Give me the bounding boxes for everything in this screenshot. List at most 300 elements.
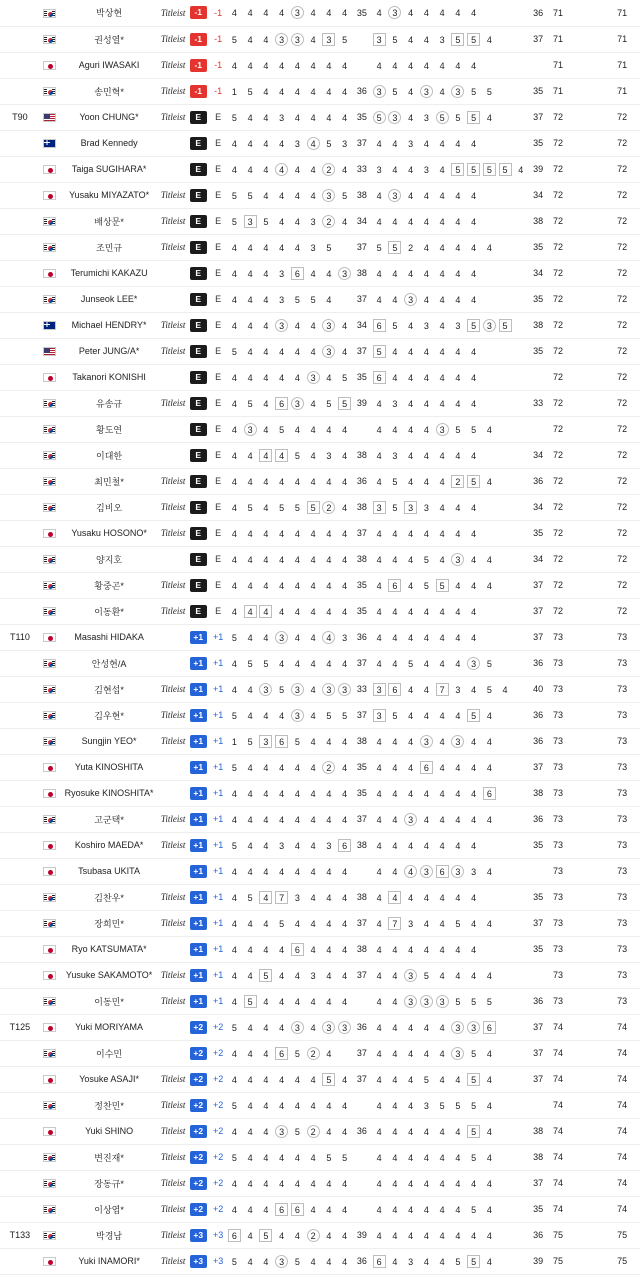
hole-score: 6 (483, 1021, 496, 1034)
hole-score: 4 (231, 320, 237, 331)
player-name[interactable]: Yosuke ASAJI* (79, 1074, 139, 1084)
front-hole-cell (274, 1040, 290, 1066)
hole-score: 4 (263, 164, 269, 175)
front-hole-cell (227, 338, 243, 364)
back-hole-cell (513, 520, 529, 546)
hole-score: 4 (392, 346, 398, 357)
to-par-value: -1 (214, 86, 223, 96)
hole-score: 4 (392, 1152, 398, 1163)
hole-score: 3 (310, 216, 316, 227)
spacer-cell (569, 546, 605, 572)
table-row[interactable] (0, 286, 640, 312)
back-hole-cell (497, 364, 513, 390)
player-name[interactable]: Yusuke SAKAMOTO* (65, 970, 153, 980)
table-row[interactable] (0, 910, 640, 936)
hole-score: 4 (326, 8, 332, 19)
table-row[interactable] (0, 962, 640, 988)
back-hole-cell (513, 0, 529, 26)
back-hole-cell (481, 780, 497, 806)
to-par-value: +3 (213, 1230, 224, 1240)
front-hole-cell (227, 832, 243, 858)
front-hole-cell (258, 494, 274, 520)
player-name[interactable]: 정찬민* (94, 1100, 124, 1111)
table-row[interactable] (0, 1092, 640, 1118)
hole-score: 4 (326, 580, 332, 591)
position-cell (0, 1040, 40, 1066)
back-hole-cell (450, 156, 466, 182)
table-row[interactable] (0, 494, 640, 520)
back-hole-cell (450, 468, 466, 494)
table-row[interactable] (0, 130, 640, 156)
country-flag-icon (40, 26, 59, 52)
back-hole-cell (513, 806, 529, 832)
hole-score: 4 (471, 268, 477, 279)
spacer-cell (569, 364, 605, 390)
back-hole-cell (497, 1248, 513, 1274)
hole-score: 4 (294, 164, 300, 175)
out-total: 37 (356, 242, 367, 252)
country-flag-icon (40, 416, 59, 442)
table-row[interactable] (0, 104, 640, 130)
player-name[interactable]: 이동환* (94, 606, 124, 617)
status-badge (187, 1014, 210, 1040)
hole-score: 4 (376, 554, 382, 565)
back-hole-cell (419, 260, 435, 286)
player-name[interactable]: 황도연 (96, 424, 123, 435)
table-row[interactable] (0, 416, 640, 442)
player-name[interactable]: Yuki SHINO (85, 1126, 134, 1136)
hole-score: 4 (455, 268, 461, 279)
player-name[interactable]: 황중곤* (94, 580, 124, 591)
player-name[interactable]: Terumichi KAKAZU (70, 268, 148, 278)
hole-score: 4 (455, 8, 461, 19)
hole-score: 4 (247, 1204, 253, 1215)
score-pill: E (190, 189, 207, 202)
hole-score: 5 (392, 502, 398, 513)
hole-score: 4 (263, 840, 269, 851)
front-hole-cell (242, 130, 258, 156)
hole-score: 4 (423, 398, 429, 409)
score-pill: +1 (190, 631, 207, 644)
table-row[interactable] (0, 728, 640, 754)
player-name[interactable]: 고군택* (94, 814, 124, 825)
table-row[interactable] (0, 988, 640, 1014)
table-row[interactable] (0, 312, 640, 338)
hole-score: 3 (467, 657, 480, 670)
hole-score: 6 (291, 943, 304, 956)
front-hole-cell (258, 702, 274, 728)
back-hole-cell (466, 364, 482, 390)
back-hole-cell (434, 52, 450, 78)
player-name[interactable]: Takanori KONISHI (72, 372, 146, 382)
to-par-value: +1 (213, 996, 224, 1006)
player-name[interactable]: 김현섭* (94, 684, 124, 695)
player-name[interactable]: 유송규 (96, 398, 123, 409)
back-hole-cell (466, 546, 482, 572)
round-total: 71 (553, 34, 564, 44)
player-name[interactable]: 장희민* (94, 918, 124, 929)
hole-score: 4 (326, 658, 332, 669)
table-row[interactable] (0, 1222, 640, 1248)
round-total: 72 (553, 216, 564, 226)
table-row[interactable] (0, 520, 640, 546)
status-badge (187, 962, 210, 988)
to-par-cell (210, 546, 227, 572)
table-row[interactable] (0, 1118, 640, 1144)
hole-score: 4 (455, 970, 461, 981)
table-row[interactable] (0, 676, 640, 702)
out-total: 38 (356, 554, 367, 564)
front-hole-cell (290, 884, 306, 910)
player-name[interactable]: 김찬우* (94, 892, 124, 903)
table-row[interactable] (0, 390, 640, 416)
to-par-value: E (215, 320, 222, 330)
hole-score: 4 (342, 1230, 348, 1241)
hole-score: 4 (455, 60, 461, 71)
back-hole-cell (497, 910, 513, 936)
player-name[interactable]: 장동규* (94, 1178, 124, 1189)
back-hole-cell (419, 52, 435, 78)
back-hole-cell (419, 1248, 435, 1274)
hole-score: 4 (263, 814, 269, 825)
back-hole-cell (419, 572, 435, 598)
round-total: 72 (553, 580, 564, 590)
front-hole-cell (337, 858, 353, 884)
hole-score: 4 (486, 476, 492, 487)
to-par-cell (210, 754, 227, 780)
out-total: 36 (356, 86, 367, 96)
back-hole-cell (497, 390, 513, 416)
player-name[interactable]: Peter JUNG/A* (78, 346, 140, 356)
table-row[interactable] (0, 1014, 640, 1040)
hole-score: 4 (439, 242, 445, 253)
table-row[interactable] (0, 468, 640, 494)
player-name[interactable]: 변진재* (94, 1152, 124, 1163)
country-flag-icon (40, 338, 59, 364)
player-name[interactable]: 김비오 (96, 502, 123, 513)
table-row[interactable] (0, 182, 640, 208)
front-hole-cell (242, 468, 258, 494)
player-name[interactable]: 송민혁* (94, 86, 124, 97)
hole-score: 3 (259, 735, 272, 748)
table-row[interactable] (0, 884, 640, 910)
back-hole-cell (403, 676, 419, 702)
hole-score: 1 (231, 736, 237, 747)
player-name[interactable]: Yuki MORIYAMA (75, 1022, 144, 1032)
hole-score: 4 (279, 658, 285, 669)
hole-score: 4 (342, 450, 348, 461)
table-row[interactable] (0, 26, 640, 52)
hole-score: 5 (247, 658, 253, 669)
hole-score: 4 (439, 736, 445, 747)
back-hole-cell (434, 156, 450, 182)
table-row[interactable] (0, 1170, 640, 1196)
table-row[interactable] (0, 702, 640, 728)
player-name[interactable]: Yusaku MIYAZATO* (69, 190, 150, 200)
hole-score: 4 (247, 710, 253, 721)
hole-score: 4 (471, 8, 477, 19)
hole-score: 4 (231, 1048, 237, 1059)
table-row[interactable] (0, 208, 640, 234)
in-total: 37 (533, 632, 544, 642)
table-row[interactable] (0, 156, 640, 182)
position-cell (0, 650, 40, 676)
equipment-brand-label (159, 858, 186, 884)
player-name[interactable]: 이동민* (94, 996, 124, 1007)
table-row[interactable] (0, 1196, 640, 1222)
out-total: 36 (356, 632, 367, 642)
hole-score: 5 (451, 163, 464, 176)
to-par-cell (210, 312, 227, 338)
table-row[interactable] (0, 858, 640, 884)
hole-score: 4 (392, 1100, 398, 1111)
hole-score: 4 (263, 632, 269, 643)
front-hole-cell (290, 234, 306, 260)
back-hole-cell (513, 468, 529, 494)
hole-score: 4 (423, 60, 429, 71)
position-cell (0, 754, 40, 780)
hole-score: 4 (231, 502, 237, 513)
equipment-brand-label: Titleist (160, 1256, 186, 1266)
hole-score: 3 (291, 397, 304, 410)
hole-score: 4 (263, 1204, 269, 1215)
hole-score: 4 (392, 762, 398, 773)
player-name[interactable]: Koshiro MAEDA* (74, 840, 144, 850)
back-hole-cell (371, 858, 387, 884)
hole-score: 4 (310, 1178, 316, 1189)
hole-score: 4 (279, 372, 285, 383)
hole-score: 4 (342, 216, 348, 227)
player-name[interactable]: 김우현* (94, 710, 124, 721)
back-hole-cell (450, 806, 466, 832)
front-hole-cell (274, 520, 290, 546)
player-name[interactable]: 이수민 (96, 1048, 123, 1059)
table-row[interactable] (0, 650, 640, 676)
back-hole-cell (466, 1118, 482, 1144)
table-row[interactable] (0, 780, 640, 806)
hole-score: 4 (455, 762, 461, 773)
hole-score: 4 (376, 476, 382, 487)
hole-score: 4 (247, 372, 253, 383)
hole-score: 4 (294, 528, 300, 539)
table-row[interactable] (0, 546, 640, 572)
player-name[interactable]: 배상문* (94, 216, 124, 227)
position-cell (0, 1144, 40, 1170)
back-hole-cell (434, 1092, 450, 1118)
back-hole-cell (513, 1170, 529, 1196)
hole-score: 4 (263, 424, 269, 435)
in-total: 36 (533, 814, 544, 824)
front-hole-cell (227, 390, 243, 416)
back-hole-cell (419, 1066, 435, 1092)
hole-score: 5 (373, 345, 386, 358)
table-row[interactable] (0, 260, 640, 286)
back-hole-cell (434, 754, 450, 780)
player-name[interactable]: Michael HENDRY* (71, 320, 147, 330)
table-row[interactable] (0, 234, 640, 260)
back-hole-cell (434, 364, 450, 390)
table-row[interactable] (0, 1066, 640, 1092)
hole-score: 4 (247, 1230, 253, 1241)
hole-score: 4 (294, 112, 300, 123)
front-hole-cell (337, 286, 353, 312)
to-par-value: -1 (214, 7, 223, 18)
player-name[interactable]: Brad Kennedy (80, 138, 138, 148)
back-hole-cell (497, 26, 513, 52)
hole-score: 4 (408, 1022, 414, 1033)
back-hole-cell (419, 390, 435, 416)
hole-score: 5 (231, 632, 237, 643)
table-row[interactable] (0, 1040, 640, 1066)
back-hole-cell (371, 546, 387, 572)
status-badge (187, 26, 210, 52)
in-total: 34 (533, 190, 544, 200)
table-row[interactable] (0, 1248, 640, 1274)
hole-score: 4 (455, 190, 461, 201)
player-name[interactable]: Taiga SUGIHARA* (71, 164, 147, 174)
position-cell (0, 130, 40, 156)
front-hole-cell (305, 1092, 321, 1118)
front-hole-cell (321, 858, 337, 884)
front-hole-cell (305, 676, 321, 702)
round-total: 72 (553, 398, 564, 408)
hole-score: 3 (275, 33, 288, 46)
hole-score: 5 (342, 190, 348, 201)
country-flag-icon (40, 1248, 59, 1274)
player-name[interactable]: 박경남 (96, 1230, 123, 1241)
table-row[interactable] (0, 806, 640, 832)
table-row[interactable] (0, 832, 640, 858)
hole-score: 3 (420, 85, 433, 98)
front-hole-cell (242, 1040, 258, 1066)
player-name[interactable]: Yuta KINOSHITA (74, 762, 144, 772)
back-hole-cell (466, 130, 482, 156)
front-hole-cell (305, 1040, 321, 1066)
table-row[interactable] (0, 572, 640, 598)
hole-score: 4 (263, 8, 269, 19)
hole-score: 3 (279, 268, 285, 279)
score-pill: +1 (190, 943, 207, 956)
hole-score: 4 (231, 1074, 237, 1085)
player-name[interactable]: 조민규 (96, 242, 123, 253)
back-hole-cell (434, 1040, 450, 1066)
hole-score: 4 (310, 320, 316, 331)
hole-score: 3 (275, 631, 288, 644)
front-hole-cell (290, 1040, 306, 1066)
back-hole-cell (450, 338, 466, 364)
hole-score: 4 (259, 449, 272, 462)
player-name[interactable]: Ryo KATSUMATA* (71, 944, 147, 954)
front-hole-cell (258, 858, 274, 884)
hole-score: 4 (423, 1022, 429, 1033)
player-name[interactable]: Aguri IWASAKI (78, 60, 140, 70)
front-hole-cell (305, 1066, 321, 1092)
hole-score: 5 (467, 1255, 480, 1268)
table-row[interactable] (0, 442, 640, 468)
back-hole-cell (466, 650, 482, 676)
hole-score: 4 (423, 1178, 429, 1189)
player-name[interactable]: 양지호 (96, 554, 123, 565)
front-hole-cell (305, 858, 321, 884)
table-row[interactable] (0, 754, 640, 780)
position-cell (0, 884, 40, 910)
front-hole-cell (321, 546, 337, 572)
in-total (529, 364, 548, 390)
player-name[interactable]: Sungjin YEO* (81, 736, 137, 746)
table-row[interactable] (0, 78, 640, 104)
hole-score: 3 (342, 632, 348, 643)
front-hole-cell (337, 598, 353, 624)
table-row[interactable] (0, 0, 640, 26)
back-hole-cell (481, 182, 497, 208)
player-name[interactable]: 이상엽* (94, 1204, 124, 1215)
back-hole-cell (387, 910, 403, 936)
table-row[interactable] (0, 52, 640, 78)
position-cell: T125 (9, 1022, 31, 1032)
player-name[interactable]: 최민철* (94, 476, 124, 487)
hole-score: 4 (279, 86, 285, 97)
player-name[interactable]: 권성열* (94, 34, 124, 45)
spacer-cell (569, 858, 605, 884)
player-name[interactable]: Masashi HIDAKA (74, 632, 144, 642)
back-hole-cell (387, 494, 403, 520)
hole-score: 4 (408, 554, 414, 565)
hole-score: 7 (388, 917, 401, 930)
player-name[interactable]: Yoon CHUNG* (79, 112, 139, 122)
player-name[interactable]: Tsubasa UKITA (78, 866, 141, 876)
hole-score: 4 (244, 605, 257, 618)
position-cell (0, 676, 40, 702)
back-hole-cell (403, 1170, 419, 1196)
player-name[interactable]: Ryosuke KINOSHITA* (64, 788, 154, 798)
hole-score: 5 (231, 112, 237, 123)
to-par-cell (210, 78, 227, 104)
table-row[interactable] (0, 598, 640, 624)
back-hole-cell (371, 0, 387, 26)
player-name[interactable]: Yusaku HOSONO* (71, 528, 147, 538)
player-name[interactable]: 박상현 (96, 8, 123, 19)
back-hole-cell (466, 936, 482, 962)
back-hole-cell (434, 858, 450, 884)
in-total: 37 (533, 1178, 544, 1188)
table-row[interactable] (0, 338, 640, 364)
hole-score: 5 (294, 294, 300, 305)
player-name[interactable]: 이대한 (96, 450, 123, 461)
out-total: 37 (356, 528, 367, 538)
hole-score: 4 (455, 814, 461, 825)
back-hole-cell (481, 936, 497, 962)
hole-score: 4 (376, 268, 382, 279)
table-row[interactable] (0, 624, 640, 650)
player-name[interactable]: 안성현/A (91, 658, 127, 669)
hole-score: 4 (439, 892, 445, 903)
out-total: 33 (356, 164, 367, 174)
player-name[interactable]: Junseok LEE* (80, 294, 138, 304)
front-hole-cell (258, 624, 274, 650)
equipment-brand-label: Titleist (160, 242, 186, 252)
front-hole-cell (305, 910, 321, 936)
table-row[interactable] (0, 364, 640, 390)
back-hole-cell (497, 286, 513, 312)
table-row[interactable] (0, 1144, 640, 1170)
table-row[interactable] (0, 936, 640, 962)
player-name[interactable]: Yuki INAMORI* (78, 1256, 140, 1266)
total-score: 73 (617, 866, 628, 876)
hole-score: 4 (231, 242, 237, 253)
front-hole-cell (290, 806, 306, 832)
total-score: 71 (617, 34, 628, 44)
hole-score: 4 (247, 112, 253, 123)
